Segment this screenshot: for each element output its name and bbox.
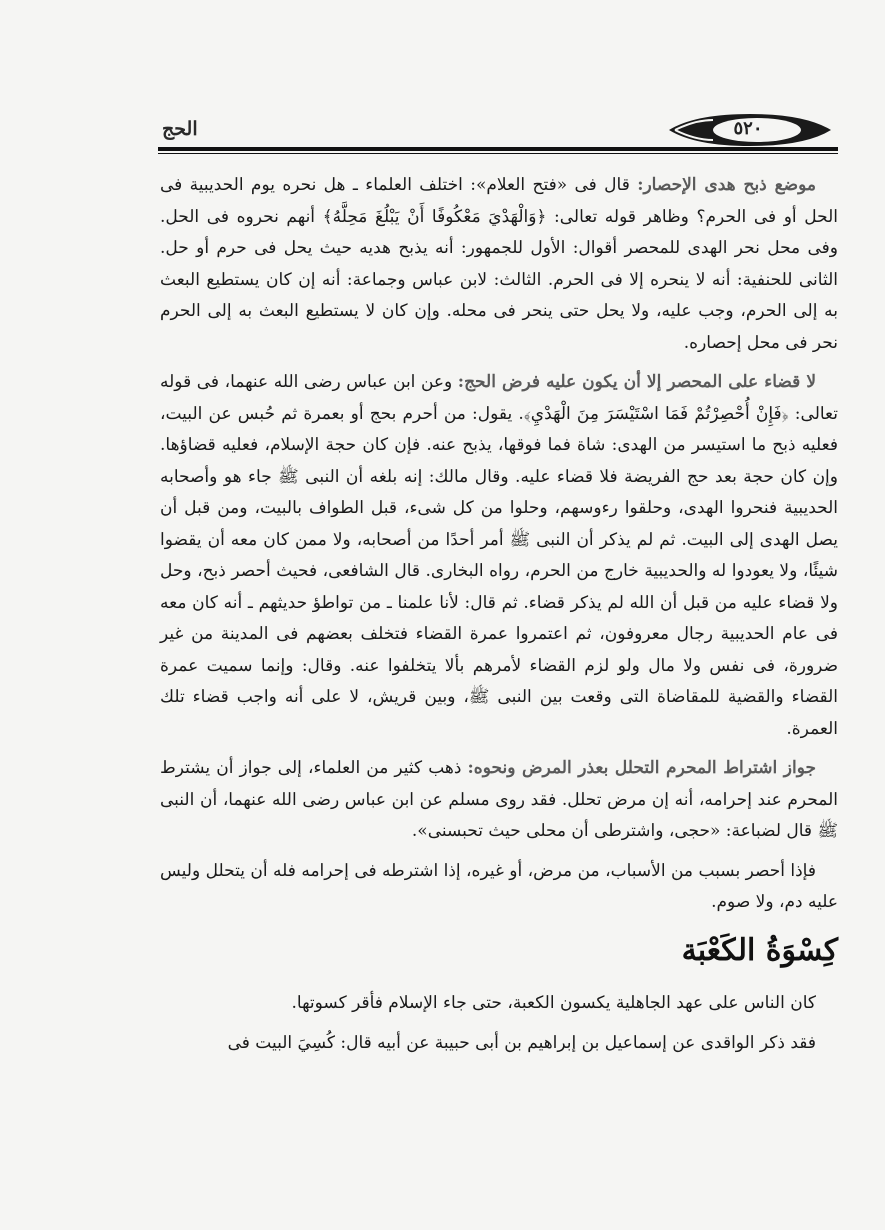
page-body — [160, 170, 838, 1067]
paragraph-text: وعن ابن عباس رضى الله عنهما، فى قوله تعالى: ﴿فَإِنْ أُحْصِرْتُمْ فَمَا اسْتَيْسَرَ مِنَ الْهَدْيِ﴾. يقول: من أحرم بحج أو بعمرة ثم حُبس عن البيت، فعليه ذبح ما استيسر من الهدى: شاة فما فوقها، يذبح عنه. فإن كان حجة الإسلام، فعليه قضاؤها. وإن كان حجة بعد حج الفريضة فلا قضاء عليه. وقال مالك: إنه بلغه أن النبى ﷺ جاء هو وأصحابه الحديبية فنحروا الهدى، وحلقوا رءوسهم، وحلوا من كل شىء، قبل الطواف بالبيت، ومن قبل أن يصل الهدى إلى البيت. ثم لم يذكر أن النبى ﷺ أمر أحدًا من أصحابه، ولا ممن كان معه أن يقضوا شيئًا، ولا يعودوا له والحديبية خارج من الحرم، رواه البخارى. قال الشافعى، فحيث أحصر ذبح، وحل ولا قضاء عليه من قبل أن الله لم يذكر قضاء. ثم قال: لأنا علمنا ـ من تواطؤ حديثهم ـ أنه كان معه فى عام الحديبية رجال معروفون، ثم اعتمروا عمرة القضاء فتخلف بعضهم فى المدينة من غير ضرورة، فى نفس ولا مال ولو لزم القضاء لأمرهم بألا يتخلفوا عنه. وقال: وإنما سميت عمرة القضاء والقضية للمقاضاة التى وقعت بين النبى ﷺ، وبين قريش، لا على أنه واجب قضاء تلك العمرة. — [160, 372, 838, 739]
paragraph-text: قال فى «فتح العلام»: اختلف العلماء ـ هل نحره يوم الحديبية فى الحل أو فى الحرم؟ وظاهر قوله تعالى: ﴿وَالْهَدْيَ مَعْكُوفًا أَنْ يَبْلُغَ مَحِلَّهُ﴾ أنهم نحروه فى الحل. وفى محل نحر الهدى للمحصر أقوال: الأول للجمهور: أنه يذبح هديه حيث يحل فى حرم أو حل. الثانى للحنفية: أنه لا ينحره إلا فى الحرم. الثالث: لابن عباس وجماعة: أنه إن كان يستطيع البعث به إلى الحرم، وجب عليه، ولا يحل حتى ينحر فى محله. وإن كان لا يستطيع البعث به إلى الحرم نحر فى محل إحصاره. — [160, 175, 839, 353]
paragraph-text: كان الناس على عهد الجاهلية يكسون الكعبة، حتى جاء الإسلام فأقر كسوتها. — [291, 993, 816, 1013]
running-head: الحج — [162, 118, 198, 140]
header-rule — [158, 147, 838, 151]
paragraph-text: ذهب كثير من العلماء، إلى جواز أن يشترط المحرم عند إحرامه، أنه إن مرض تحلل. فقد روى مسلم عن ابن عباس رضى الله عنهما، أن النبى ﷺ قال لضباعة: «حجى، واشترطى أن محلى حيث تحبسنى». — [160, 758, 838, 841]
paragraph-heading: موضع ذبح هدى الإحصار: — [637, 175, 816, 195]
paragraph-heading: لا قضاء على المحصر إلا أن يكون عليه فرض الحج: — [457, 372, 817, 392]
paragraph — [160, 367, 838, 745]
paragraph-heading: جواز اشتراط المحرم التحلل بعذر المرض ونحوه: — [467, 758, 816, 778]
paragraph — [160, 856, 838, 919]
paragraph-text: فقد ذكر الواقدى عن إسماعيل بن إبراهيم بن أبى حبيبة عن أبيه قال: كُسِيَ البيت فى — [227, 1032, 816, 1053]
section-title: كِسْوَةُ الكَعْبَة — [681, 932, 838, 968]
paragraph-text: فإذا أحصر بسبب من الأسباب، من مرض، أو غيره، إذا اشترطه فى إحرامه فله أن يتحلل وليس عليه دم، ولا صوم. — [160, 860, 838, 912]
paragraph — [160, 753, 838, 848]
page-number: ٥٢٠ — [733, 118, 763, 139]
paragraph — [160, 988, 838, 1020]
paragraph — [160, 1028, 838, 1060]
paragraph — [160, 170, 838, 359]
header-rule-thin — [158, 153, 838, 154]
